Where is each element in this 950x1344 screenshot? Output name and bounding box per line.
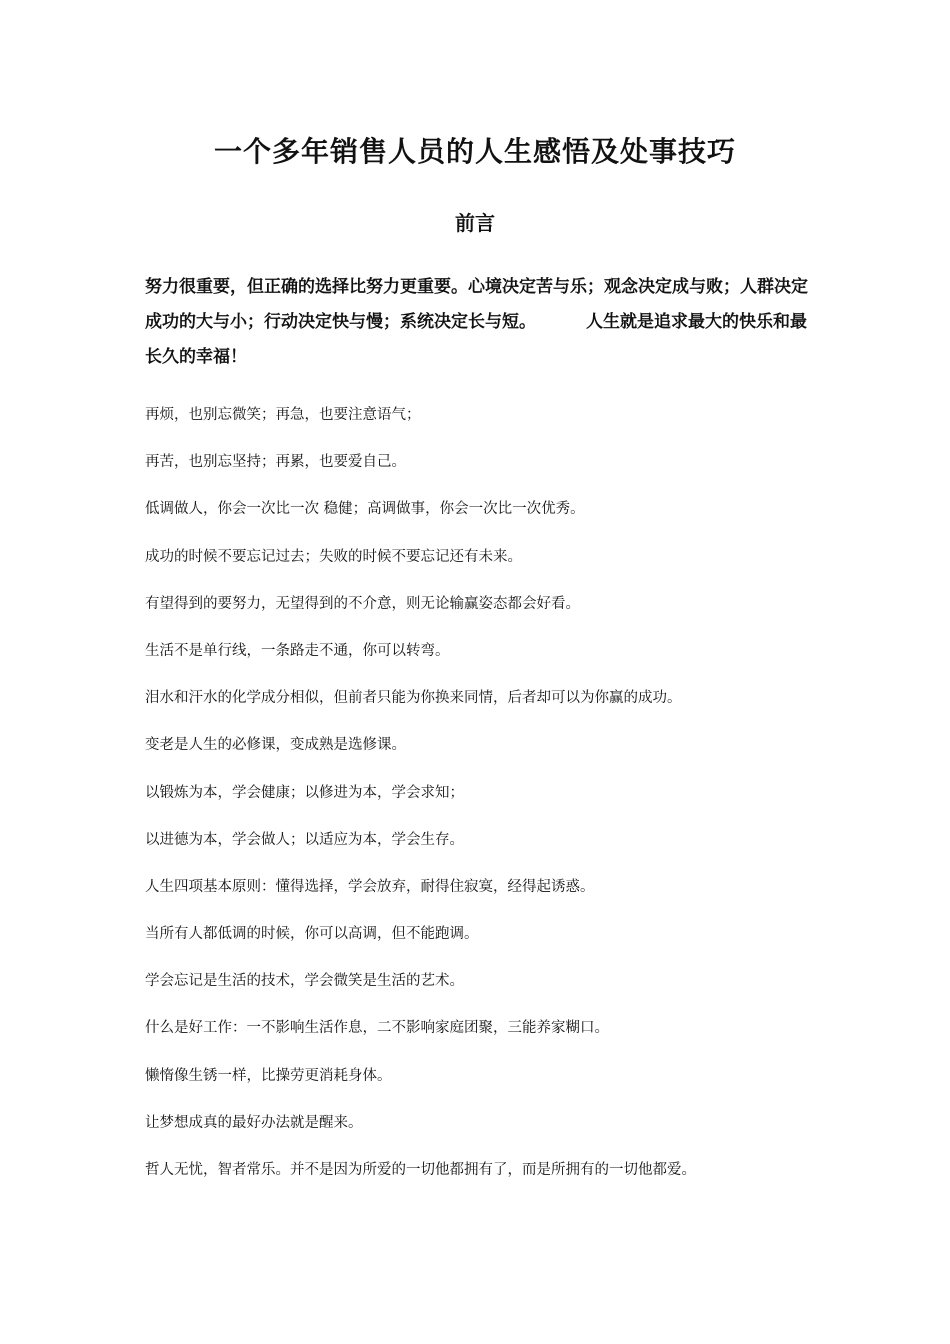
maxim-line: 泪水和汗水的化学成分相似，但前者只能为你换来同情，后者却可以为你赢的成功。 xyxy=(145,690,682,707)
maxim-line: 再苦，也别忘坚持；再累，也要爱自己。 xyxy=(145,454,406,471)
preface-text-part1: 努力很重要，但正确的选择比努力更重要。心境决定苦与乐；观念决定成与败；人群决定成功的大与小；行动决定快与慢；系统决定长与短。 xyxy=(145,277,808,332)
document-title: 一个多年销售人员的人生感悟及处事技巧 xyxy=(213,135,736,168)
maxim-line: 学会忘记是生活的技术，学会微笑是生活的艺术。 xyxy=(145,973,464,990)
maxim-line: 以锻炼为本，学会健康；以修进为本，学会求知； xyxy=(145,784,464,801)
maxim-line: 生活不是单行线，一条路走不通，你可以转弯。 xyxy=(145,642,450,659)
maxim-line: 让梦想成真的最好办法就是醒来。 xyxy=(145,1114,363,1131)
maxim-line: 什么是好工作：一不影响生活作息，二不影响家庭团聚，三能养家糊口。 xyxy=(145,1020,609,1037)
maxim-line: 再烦，也别忘微笑；再急，也要注意语气； xyxy=(145,407,421,423)
maxim-line: 成功的时候不要忘记过去；失败的时候不要忘记还有未来。 xyxy=(145,548,522,565)
maxim-line: 哲人无忧，智者常乐。并不是因为所爱的一切他都拥有了，而是所拥有的一切他都爱。 xyxy=(145,1162,696,1178)
maxim-line: 变老是人生的必修课，变成熟是选修课。 xyxy=(145,737,406,754)
maxim-line: 当所有人都低调的时候，你可以高调，但不能跑调。 xyxy=(145,926,479,943)
preface-text-part2: 人生就是追求最大的快乐和最长久的幸福！ xyxy=(145,312,807,367)
maxim-line: 懒惰像生锈一样，比操劳更消耗身体。 xyxy=(145,1067,392,1084)
maxim-line: 以进德为本，学会做人；以适应为本，学会生存。 xyxy=(145,831,464,848)
maxim-list xyxy=(145,402,845,1204)
preface-paragraph xyxy=(145,270,810,375)
maxim-line: 人生四项基本原则：懂得选择，学会放弃，耐得住寂寞，经得起诱惑。 xyxy=(145,878,595,895)
preface-heading: 前言 xyxy=(455,211,495,235)
maxim-line: 有望得到的要努力，无望得到的不介意，则无论输赢姿态都会好看。 xyxy=(145,595,580,612)
maxim-line: 低调做人，你会一次比一次 稳健；高调做事，你会一次比一次优秀。 xyxy=(145,501,585,518)
